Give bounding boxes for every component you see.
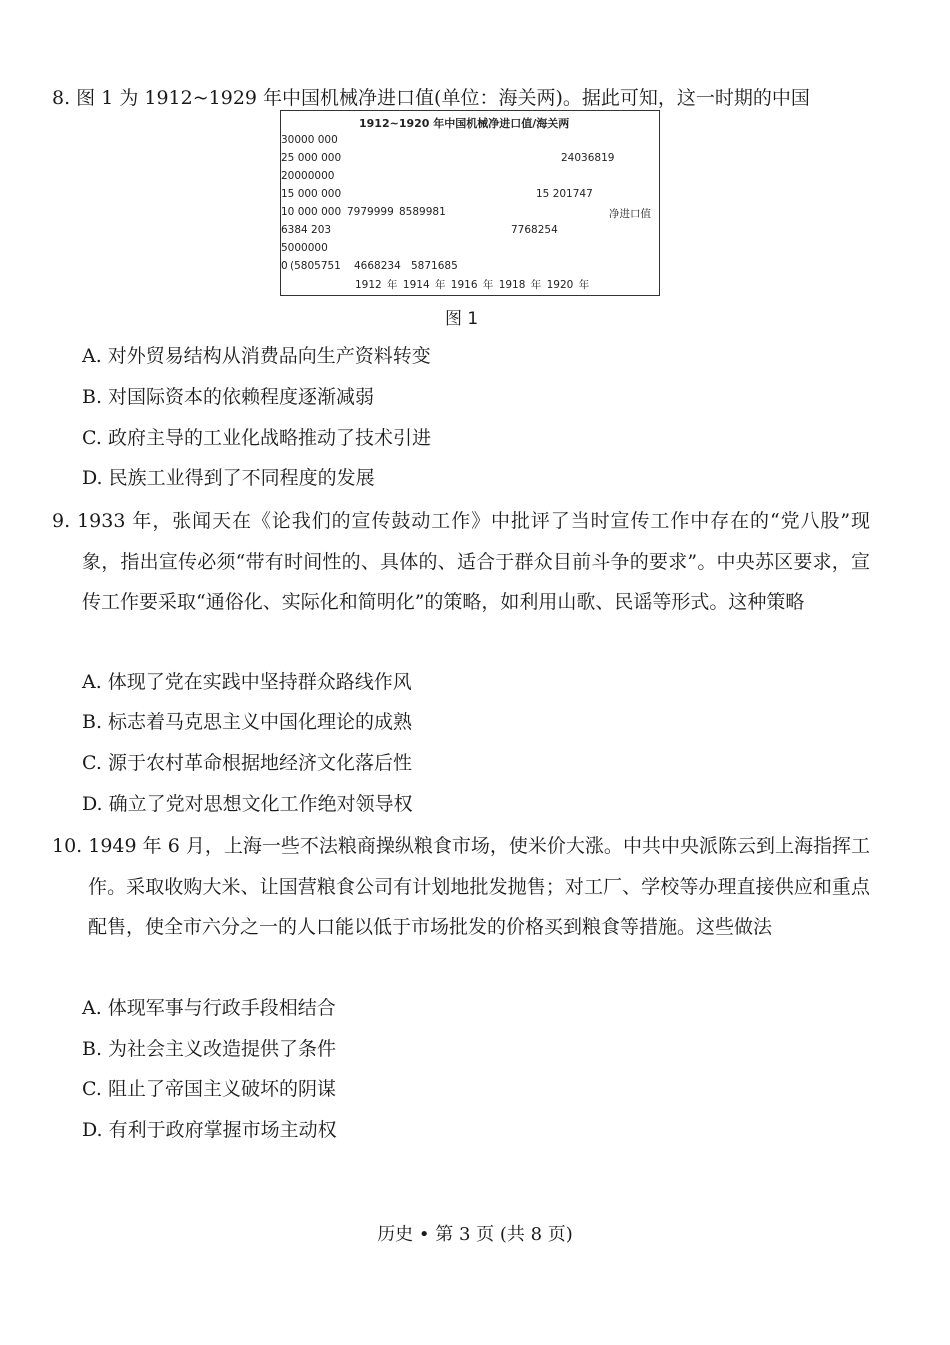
page-footer: 历史 • 第 3 页 (共 8 页)	[377, 1224, 573, 1245]
data-label: 5871685	[411, 260, 458, 272]
q9-option-c[interactable]: C. 源于农村革命根据地经济文化落后性	[82, 752, 412, 774]
q10-option-b[interactable]: B. 为社会主义改造提供了条件	[82, 1038, 337, 1060]
y-tick-30m: 30000 000	[281, 134, 338, 146]
y-tick-0: 0	[281, 260, 288, 272]
q8-option-b[interactable]: B. 对国际资本的依赖程度逐渐减弱	[82, 386, 375, 408]
data-label: 15 201747	[536, 188, 593, 200]
figure-caption: 图 1	[445, 309, 479, 329]
q9-stem	[52, 501, 870, 623]
q10-stem-text: 10. 1949 年 6 月，上海一些不法粮商操纵粮食市场，使米价大涨。中共中央派陈云到上海指挥工作。采取收购大米、让国营粮食公司有计划地批发抛售；对工厂、学校等办理直接供应和重点配售，使全市六分之一的人口能以低于市场批发的价格买到粮食等措施。这些做法	[52, 835, 870, 938]
data-label: 7768254	[511, 224, 558, 236]
q10-option-d[interactable]: D. 有利于政府掌握市场主动权	[82, 1119, 337, 1141]
data-label: 7979999	[347, 206, 394, 218]
chart-title: 1912~1920 年中国机械净进口值/海关两	[359, 117, 570, 130]
data-label: 6384 203	[281, 224, 332, 236]
q9-option-d[interactable]: D. 确立了党对思想文化工作绝对领导权	[82, 793, 413, 815]
q8-stem: 8. 图 1 为 1912~1929 年中国机械净进口值(单位：海关两)。据此可知，这一时期的中国	[52, 87, 810, 109]
y-tick-10m: 10 000 000	[281, 206, 342, 218]
y-tick-20m: 20000000	[281, 170, 335, 182]
q10-option-a[interactable]: A. 体现军事与行政手段相结合	[82, 997, 336, 1019]
q9-option-a[interactable]: A. 体现了党在实践中坚持群众路线作风	[82, 671, 412, 693]
q8-option-a[interactable]: A. 对外贸易结构从消费品向生产资料转变	[82, 345, 431, 367]
figure-1-chart	[280, 110, 660, 296]
y-tick-25m: 25 000 000	[281, 152, 342, 164]
q9-stem-text: 9. 1933 年，张闻天在《论我们的宣传鼓动工作》中批评了当时宣传工作中存在的“党八股”现象，指出宣传必须“带有时间性的、具体的、适合于群众目前斗争的要求”。中央苏区要求，宣传工作要采取“通俗化、实际化和简明化”的策略，如利用山歌、民谣等形式。这种策略	[52, 510, 870, 613]
data-label: 8589981	[399, 206, 446, 218]
q10-option-c[interactable]: C. 阻止了帝国主义破坏的阴谋	[82, 1078, 336, 1100]
legend-label: 净进口值	[609, 208, 651, 220]
q8-option-c[interactable]: C. 政府主导的工业化战略推动了技术引进	[82, 427, 431, 449]
q10-stem	[52, 826, 870, 948]
x-axis-labels: 1912 年 1914 年 1916 年 1918 年 1920 年	[355, 279, 590, 291]
data-label: 4668234	[354, 260, 401, 272]
q8-option-d[interactable]: D. 民族工业得到了不同程度的发展	[82, 467, 375, 489]
y-tick-5m: 5000000	[281, 242, 328, 254]
y-tick-15m: 15 000 000	[281, 188, 342, 200]
q9-option-b[interactable]: B. 标志着马克思主义中国化理论的成熟	[82, 711, 413, 733]
data-label: (5805751	[290, 260, 341, 272]
data-label: 24036819	[561, 152, 615, 164]
